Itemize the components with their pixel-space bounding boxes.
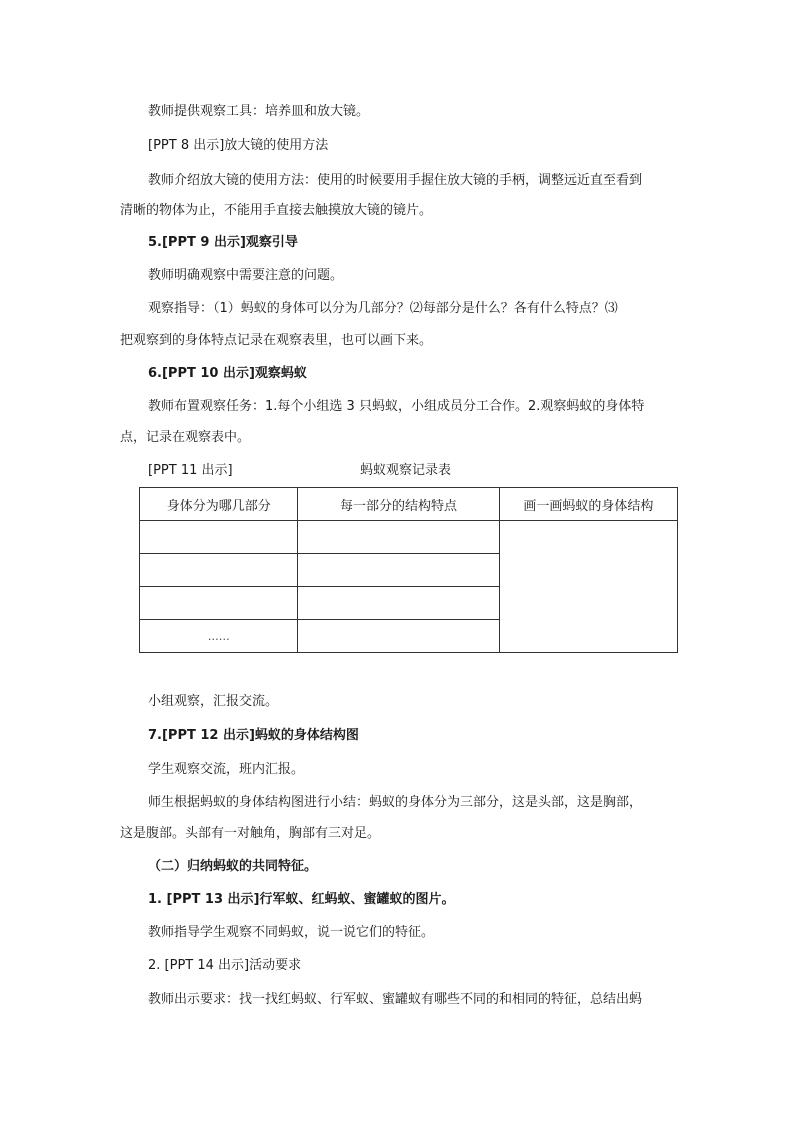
table-cell (140, 521, 298, 554)
paragraph: [PPT 8 出示]放大镜的使用方法 (148, 138, 329, 153)
paragraph: 小组观察，汇报交流。 (148, 694, 279, 709)
paragraph: 教师提供观察工具：培养皿和放大镜。 (148, 104, 370, 119)
paragraph: 把观察到的身体特点记录在观察表里，也可以画下来。 (120, 333, 433, 348)
section-heading: 2. [PPT 14 出示]活动要求 (148, 958, 302, 973)
section-heading: 7.[PPT 12 出示]蚂蚁的身体结构图 (148, 728, 359, 743)
table-cell (298, 620, 499, 653)
paragraph: 教师介绍放大镜的使用方法：使用的时候要用手握住放大镜的手柄，调整远近直至看到 (148, 173, 643, 188)
table-header-cell: 每一部分的结构特点 (298, 488, 499, 521)
section-heading: 1. [PPT 13 出示]行军蚁、红蚂蚁、蜜罐蚁的图片。 (148, 892, 455, 907)
paragraph: 教师布置观察任务：1.每个小组选 3 只蚂蚁，小组成员分工合作。2.观察蚂蚁的身体特 (148, 399, 645, 414)
paragraph: 清晰的物体为止，不能用手直接去触摸放大镜的镜片。 (120, 203, 433, 218)
paragraph: 师生根据蚂蚁的身体结构图进行小结：蚂蚁的身体分为三部分，这是头部，这是胸部， (148, 795, 643, 810)
paragraph: 学生观察交流，班内汇报。 (148, 762, 305, 777)
section-heading: 5.[PPT 9 出示]观察引导 (148, 235, 298, 250)
table-caption: [PPT 11 出示] (148, 463, 233, 478)
section-heading: （二）归纳蚂蚁的共同特征。 (148, 859, 318, 874)
paragraph: 观察指导：（1）蚂蚁的身体可以分为几部分？⑵每部分是什么？各有什么特点？⑶ (148, 301, 618, 316)
table-cell: …… (140, 620, 298, 653)
paragraph: 教师指导学生观察不同蚂蚁，说一说它们的特征。 (148, 925, 435, 940)
drawing-cell (499, 521, 677, 653)
paragraph: 教师出示要求：找一找红蚂蚁、行军蚁、蜜罐蚁有哪些不同的和相同的特征，总结出蚂 (148, 992, 643, 1007)
observation-table (139, 487, 678, 653)
table-cell (140, 554, 298, 587)
table-title: 蚂蚁观察记录表 (360, 463, 452, 478)
table-cell (298, 554, 499, 587)
table-cell (140, 587, 298, 620)
section-heading: 6.[PPT 10 出示]观察蚂蚁 (148, 366, 307, 381)
table-header-cell: 身体分为哪几部分 (140, 488, 298, 521)
table-cell (298, 521, 499, 554)
table-cell (298, 587, 499, 620)
paragraph: 这是腹部。头部有一对触角，胸部有三对足。 (120, 826, 381, 841)
paragraph: 教师明确观察中需要注意的问题。 (148, 268, 344, 283)
table-row (140, 521, 678, 554)
table-header-cell: 画一画蚂蚁的身体结构 (499, 488, 677, 521)
paragraph: 点，记录在观察表中。 (120, 430, 251, 445)
table-header-row (140, 488, 678, 521)
